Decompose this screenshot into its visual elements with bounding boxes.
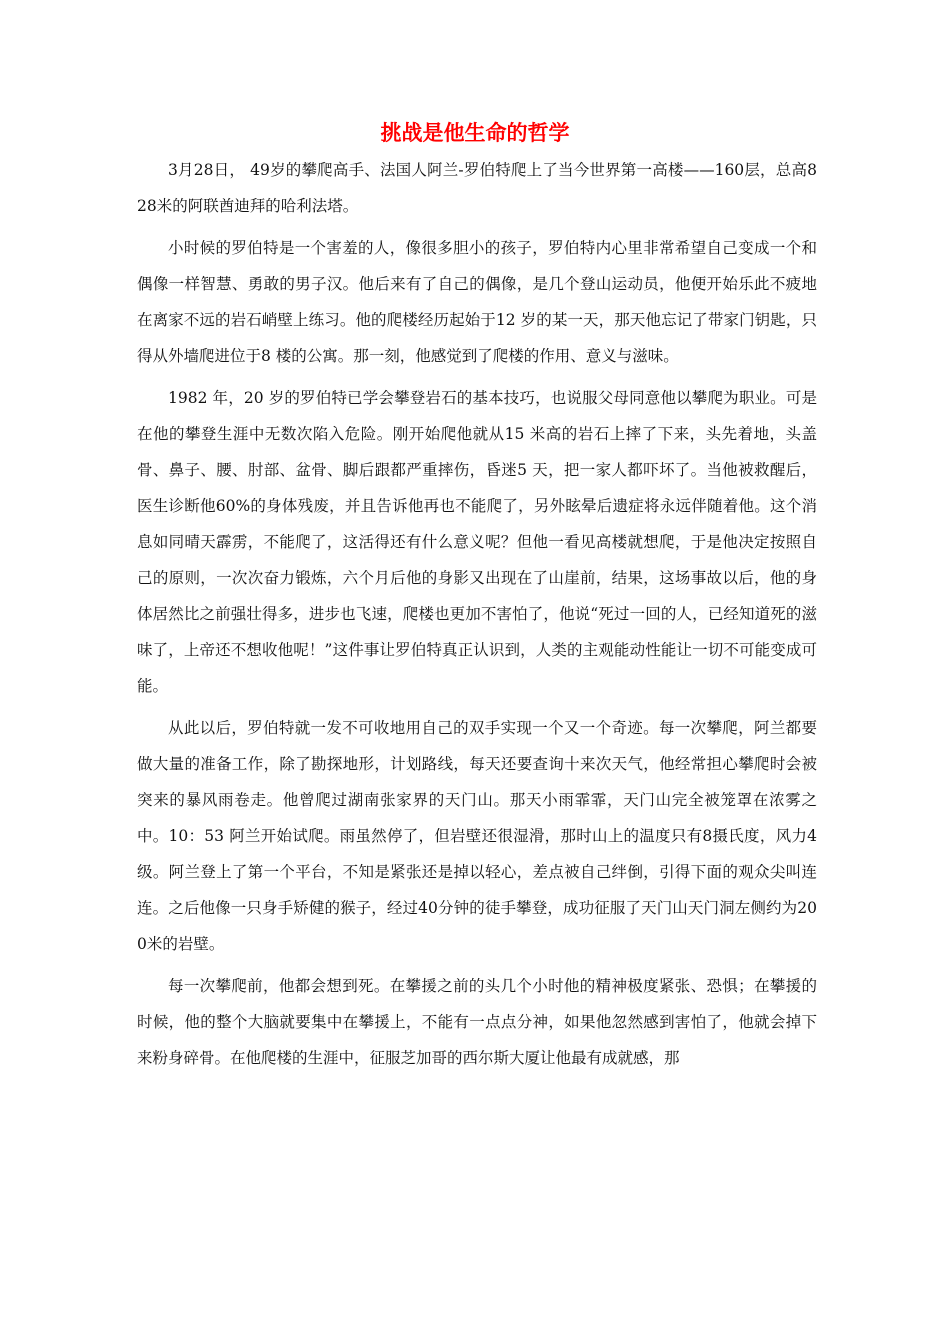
document-body	[137, 152, 817, 1082]
paragraph-2: 小时候的罗伯特是一个害羞的人，像很多胆小的孩子，罗伯特内心里非常希望自己变成一个和偶像一样智慧、勇敢的男子汉。他后来有了自己的偶像，是几个登山运动员，他便开始乐此不疲地在离家不远的岩石峭壁上练习。他的爬楼经历起始于12 岁的某一天，那天他忘记了带家门钥匙，只得从外墙爬进位于8 楼的公寓。那一刻，他感觉到了爬楼的作用、意义与滋味。	[137, 239, 817, 365]
paragraph-5: 每一次攀爬前，他都会想到死。在攀援之前的头几个小时他的精神极度紧张、恐惧；在攀援的时候，他的整个大脑就要集中在攀援上，不能有一点点分神，如果他忽然感到害怕了，他就会掉下来粉身碎骨。在他爬楼的生涯中，征服芝加哥的西尔斯大厦让他最有成就感，那	[137, 977, 817, 1067]
paragraph-3: 1982 年，20 岁的罗伯特已学会攀登岩石的基本技巧，也说服父母同意他以攀爬为职业。可是在他的攀登生涯中无数次陷入危险。刚开始爬他就从15 米高的岩石上摔了下来，头先着地，头盖骨、鼻子、腰、肘部、盆骨、脚后跟都严重摔伤，昏迷5 天，把一家人都吓坏了。当他被救醒后，医生诊断他60%的身体残废，并且告诉他再也不能爬了，另外眩晕后遗症将永远伴随着他。这个消息如同晴天霹雳，不能爬了，这活得还有什么意义呢？但他一看见高楼就想爬，于是他决定按照自己的原则，一次次奋力锻炼，六个月后他的身影又出现在了山崖前，结果，这场事故以后，他的身体居然比之前强壮得多，进步也飞速，爬楼也更加不害怕了，他说“死过一回的人，已经知道死的滋味了，上帝还不想收他呢！”这件事让罗伯特真正认识到，人类的主观能动性能让一切不可能变成可能。	[137, 389, 817, 695]
paragraph-1: 3月28日， 49岁的攀爬高手、法国人阿兰-罗伯特爬上了当今世界第一高楼——160层，总高828米的阿联酋迪拜的哈利法塔。	[137, 161, 817, 215]
paragraph-4: 从此以后，罗伯特就一发不可收地用自己的双手实现一个又一个奇迹。每一次攀爬，阿兰都要做大量的准备工作，除了勘探地形，计划路线，每天还要查询十来次天气，他经常担心攀爬时会被突来的暴风雨卷走。他曾爬过湖南张家界的天门山。那天小雨霏霏，天门山完全被笼罩在浓雾之中。10：53 阿兰开始试爬。雨虽然停了，但岩壁还很湿滑，那时山上的温度只有8摄氏度，风力4级。阿兰登上了第一个平台，不知是紧张还是掉以轻心，差点被自己绊倒，引得下面的观众尖叫连连。之后他像一只身手矫健的猴子，经过40分钟的徒手攀登，成功征服了天门山天门洞左侧约为200米的岩壁。	[137, 719, 817, 953]
document-title: 挑战是他生命的哲学	[380, 120, 570, 145]
